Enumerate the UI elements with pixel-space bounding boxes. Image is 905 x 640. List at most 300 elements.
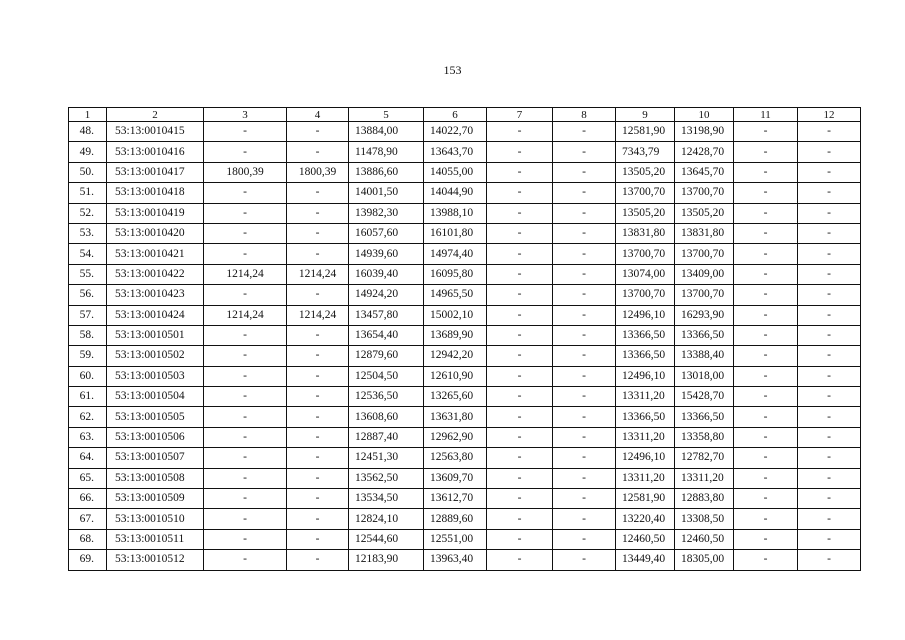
value-cell: 13358,80 [675, 427, 734, 447]
value-cell: - [204, 407, 287, 427]
value-cell: - [553, 142, 616, 162]
value-cell: - [798, 142, 861, 162]
row-number-cell: 50. [69, 162, 107, 182]
table-row [69, 162, 861, 182]
row-number-cell: 53. [69, 223, 107, 243]
value-cell: 16101,80 [424, 223, 487, 243]
value-cell: - [734, 223, 798, 243]
value-cell: - [487, 285, 553, 305]
cadastral-number-cell: 53:13:0010509 [107, 489, 204, 509]
value-cell: 16057,60 [349, 223, 424, 243]
value-cell: 12496,10 [616, 366, 675, 386]
value-cell: 16039,40 [349, 264, 424, 284]
value-cell: - [798, 346, 861, 366]
value-cell: 12581,90 [616, 489, 675, 509]
table-row [69, 427, 861, 447]
value-cell: 12504,50 [349, 366, 424, 386]
table-row [69, 122, 861, 142]
value-cell: - [734, 509, 798, 529]
cadastral-number-cell: 53:13:0010507 [107, 448, 204, 468]
cadastral-number-cell: 53:13:0010505 [107, 407, 204, 427]
value-cell: - [487, 162, 553, 182]
value-cell: - [734, 183, 798, 203]
value-cell: 12889,60 [424, 509, 487, 529]
cadastral-number-cell: 53:13:0010512 [107, 550, 204, 570]
row-number-cell: 57. [69, 305, 107, 325]
value-cell: - [287, 529, 349, 549]
value-cell: - [287, 448, 349, 468]
value-cell: 12428,70 [675, 142, 734, 162]
value-cell: - [734, 366, 798, 386]
value-cell: 13645,70 [675, 162, 734, 182]
value-cell: 13608,60 [349, 407, 424, 427]
cadastral-number-cell: 53:13:0010422 [107, 264, 204, 284]
value-cell: - [734, 468, 798, 488]
column-header: 11 [734, 108, 798, 122]
value-cell: 13388,40 [675, 346, 734, 366]
value-cell: 12496,10 [616, 305, 675, 325]
value-cell: - [204, 244, 287, 264]
table-row [69, 387, 861, 407]
value-cell: - [734, 550, 798, 570]
value-cell: - [487, 183, 553, 203]
value-cell: - [204, 142, 287, 162]
value-cell: - [734, 203, 798, 223]
row-number-cell: 48. [69, 122, 107, 142]
value-cell: - [487, 142, 553, 162]
value-cell: 13700,70 [616, 244, 675, 264]
value-cell: - [204, 427, 287, 447]
cadastral-number-cell: 53:13:0010506 [107, 427, 204, 447]
value-cell: - [287, 550, 349, 570]
cadastral-number-cell: 53:13:0010420 [107, 223, 204, 243]
value-cell: - [798, 366, 861, 386]
value-cell: - [287, 387, 349, 407]
value-cell: 12883,80 [675, 489, 734, 509]
cadastral-number-cell: 53:13:0010424 [107, 305, 204, 325]
cadastral-number-cell: 53:13:0010504 [107, 387, 204, 407]
value-cell: 13631,80 [424, 407, 487, 427]
value-cell: - [287, 244, 349, 264]
value-cell: 13366,50 [675, 407, 734, 427]
value-cell: - [553, 223, 616, 243]
column-header: 5 [349, 108, 424, 122]
value-cell: - [734, 387, 798, 407]
table-row [69, 325, 861, 345]
value-cell: 13311,20 [616, 387, 675, 407]
value-cell: 13700,70 [616, 183, 675, 203]
value-cell: 14939,60 [349, 244, 424, 264]
value-cell: - [798, 529, 861, 549]
cadastral-number-cell: 53:13:0010508 [107, 468, 204, 488]
table-row [69, 509, 861, 529]
value-cell: - [553, 325, 616, 345]
value-cell: - [204, 387, 287, 407]
value-cell: 13505,20 [616, 203, 675, 223]
cadastral-number-cell: 53:13:0010502 [107, 346, 204, 366]
value-cell: 12563,80 [424, 448, 487, 468]
value-cell: - [798, 305, 861, 325]
value-cell: - [287, 489, 349, 509]
value-cell: - [798, 325, 861, 345]
value-cell: - [553, 509, 616, 529]
value-cell: 12183,90 [349, 550, 424, 570]
value-cell: 12879,60 [349, 346, 424, 366]
value-cell: - [798, 203, 861, 223]
value-cell: - [553, 550, 616, 570]
value-cell: - [487, 223, 553, 243]
value-cell: - [287, 223, 349, 243]
table-row [69, 346, 861, 366]
table-row [69, 550, 861, 570]
cadastral-number-cell: 53:13:0010423 [107, 285, 204, 305]
value-cell: - [798, 285, 861, 305]
value-cell: - [553, 448, 616, 468]
value-cell: 14055,00 [424, 162, 487, 182]
value-cell: - [487, 407, 553, 427]
value-cell: 13609,70 [424, 468, 487, 488]
value-cell: - [553, 162, 616, 182]
value-cell: - [204, 285, 287, 305]
value-cell: 13505,20 [616, 162, 675, 182]
value-cell: - [798, 407, 861, 427]
cadastral-number-cell: 53:13:0010421 [107, 244, 204, 264]
value-cell: - [287, 468, 349, 488]
value-cell: - [204, 529, 287, 549]
value-cell: - [287, 407, 349, 427]
row-number-cell: 52. [69, 203, 107, 223]
value-cell: - [798, 183, 861, 203]
value-cell: - [798, 550, 861, 570]
value-cell: 14044,90 [424, 183, 487, 203]
cadastral-number-cell: 53:13:0010510 [107, 509, 204, 529]
value-cell: 12782,70 [675, 448, 734, 468]
row-number-cell: 54. [69, 244, 107, 264]
value-cell: 13018,00 [675, 366, 734, 386]
table-row [69, 285, 861, 305]
cadastral-number-cell: 53:13:0010416 [107, 142, 204, 162]
value-cell: - [287, 346, 349, 366]
value-cell: 13700,70 [675, 244, 734, 264]
value-cell: 13449,40 [616, 550, 675, 570]
value-cell: 14974,40 [424, 244, 487, 264]
row-number-cell: 51. [69, 183, 107, 203]
value-cell: 13886,60 [349, 162, 424, 182]
table-row [69, 448, 861, 468]
table-row [69, 223, 861, 243]
table-body [69, 122, 861, 571]
value-cell: - [798, 448, 861, 468]
value-cell: - [734, 285, 798, 305]
value-cell: - [204, 183, 287, 203]
value-cell: - [553, 285, 616, 305]
value-cell: - [734, 122, 798, 142]
value-cell: - [287, 509, 349, 529]
table-row [69, 305, 861, 325]
column-header: 4 [287, 108, 349, 122]
value-cell: - [734, 427, 798, 447]
value-cell: 13643,70 [424, 142, 487, 162]
value-cell: - [798, 122, 861, 142]
value-cell: - [487, 305, 553, 325]
table-row [69, 264, 861, 284]
value-cell: 13366,50 [616, 346, 675, 366]
value-cell: 1214,24 [287, 264, 349, 284]
value-cell: 13700,70 [675, 285, 734, 305]
value-cell: 13457,80 [349, 305, 424, 325]
value-cell: - [487, 346, 553, 366]
value-cell: - [487, 468, 553, 488]
column-header: 2 [107, 108, 204, 122]
value-cell: - [734, 489, 798, 509]
value-cell: - [798, 427, 861, 447]
row-number-cell: 67. [69, 509, 107, 529]
value-cell: - [798, 387, 861, 407]
value-cell: - [204, 468, 287, 488]
value-cell: - [204, 550, 287, 570]
value-cell: 18305,00 [675, 550, 734, 570]
value-cell: - [204, 448, 287, 468]
value-cell: - [204, 346, 287, 366]
value-cell: 13562,50 [349, 468, 424, 488]
value-cell: - [553, 244, 616, 264]
table-row [69, 468, 861, 488]
value-cell: - [204, 203, 287, 223]
value-cell: - [734, 142, 798, 162]
value-cell: 13198,90 [675, 122, 734, 142]
value-cell: - [798, 468, 861, 488]
value-cell: 13884,00 [349, 122, 424, 142]
value-cell: - [204, 509, 287, 529]
value-cell: - [553, 489, 616, 509]
value-cell: - [487, 509, 553, 529]
value-cell: 12551,00 [424, 529, 487, 549]
value-cell: - [553, 366, 616, 386]
value-cell: - [287, 122, 349, 142]
value-cell: - [553, 264, 616, 284]
table-row [69, 183, 861, 203]
value-cell: - [553, 529, 616, 549]
value-cell: - [287, 203, 349, 223]
column-header: 3 [204, 108, 287, 122]
value-cell: 12962,90 [424, 427, 487, 447]
value-cell: - [487, 122, 553, 142]
table-row [69, 407, 861, 427]
value-cell: 13311,20 [675, 468, 734, 488]
table-header-row [69, 108, 861, 122]
cadastral-number-cell: 53:13:0010511 [107, 529, 204, 549]
value-cell: - [204, 489, 287, 509]
value-cell: 12496,10 [616, 448, 675, 468]
data-table [68, 107, 861, 571]
value-cell: - [487, 550, 553, 570]
cadastral-number-cell: 53:13:0010503 [107, 366, 204, 386]
value-cell: 12610,90 [424, 366, 487, 386]
value-cell: - [734, 529, 798, 549]
value-cell: - [553, 122, 616, 142]
value-cell: 13409,00 [675, 264, 734, 284]
value-cell: 1214,24 [287, 305, 349, 325]
cadastral-number-cell: 53:13:0010501 [107, 325, 204, 345]
value-cell: - [798, 162, 861, 182]
value-cell: 12942,20 [424, 346, 487, 366]
value-cell: 12544,60 [349, 529, 424, 549]
value-cell: 13366,50 [616, 325, 675, 345]
value-cell: - [487, 244, 553, 264]
cadastral-number-cell: 53:13:0010415 [107, 122, 204, 142]
value-cell: - [204, 122, 287, 142]
value-cell: - [553, 183, 616, 203]
value-cell: - [798, 489, 861, 509]
value-cell: - [798, 509, 861, 529]
value-cell: 13074,00 [616, 264, 675, 284]
value-cell: - [734, 305, 798, 325]
row-number-cell: 62. [69, 407, 107, 427]
value-cell: - [798, 244, 861, 264]
row-number-cell: 66. [69, 489, 107, 509]
value-cell: 12581,90 [616, 122, 675, 142]
value-cell: - [204, 366, 287, 386]
value-cell: - [487, 387, 553, 407]
value-cell: 13689,90 [424, 325, 487, 345]
value-cell: - [734, 407, 798, 427]
value-cell: - [734, 448, 798, 468]
cadastral-number-cell: 53:13:0010417 [107, 162, 204, 182]
value-cell: - [287, 325, 349, 345]
value-cell: - [287, 183, 349, 203]
column-header: 7 [487, 108, 553, 122]
cadastral-number-cell: 53:13:0010419 [107, 203, 204, 223]
value-cell: 14924,20 [349, 285, 424, 305]
value-cell: 7343,79 [616, 142, 675, 162]
row-number-cell: 49. [69, 142, 107, 162]
value-cell: 13831,80 [675, 223, 734, 243]
value-cell: - [553, 407, 616, 427]
value-cell: 13963,40 [424, 550, 487, 570]
value-cell: - [204, 325, 287, 345]
value-cell: 11478,90 [349, 142, 424, 162]
value-cell: - [287, 285, 349, 305]
page-number: 153 [443, 63, 462, 77]
row-number-cell: 56. [69, 285, 107, 305]
value-cell: 12451,30 [349, 448, 424, 468]
value-cell: - [553, 427, 616, 447]
value-cell: 13700,70 [616, 285, 675, 305]
value-cell: 12824,10 [349, 509, 424, 529]
row-number-cell: 63. [69, 427, 107, 447]
value-cell: 14965,50 [424, 285, 487, 305]
value-cell: - [487, 366, 553, 386]
value-cell: - [487, 448, 553, 468]
value-cell: 1800,39 [287, 162, 349, 182]
value-cell: - [553, 203, 616, 223]
row-number-cell: 68. [69, 529, 107, 549]
value-cell: - [204, 223, 287, 243]
value-cell: - [553, 468, 616, 488]
table-row [69, 244, 861, 264]
column-header: 1 [69, 108, 107, 122]
value-cell: 14001,50 [349, 183, 424, 203]
value-cell: 12887,40 [349, 427, 424, 447]
row-number-cell: 64. [69, 448, 107, 468]
table-row [69, 366, 861, 386]
value-cell: 12536,50 [349, 387, 424, 407]
value-cell: 15428,70 [675, 387, 734, 407]
value-cell: 13366,50 [675, 325, 734, 345]
row-number-cell: 61. [69, 387, 107, 407]
value-cell: 1214,24 [204, 305, 287, 325]
value-cell: 13308,50 [675, 509, 734, 529]
table-row [69, 529, 861, 549]
column-header: 10 [675, 108, 734, 122]
value-cell: 14022,70 [424, 122, 487, 142]
row-number-cell: 55. [69, 264, 107, 284]
value-cell: - [487, 203, 553, 223]
value-cell: 13700,70 [675, 183, 734, 203]
value-cell: 13612,70 [424, 489, 487, 509]
value-cell: - [487, 325, 553, 345]
value-cell: - [287, 142, 349, 162]
row-number-cell: 65. [69, 468, 107, 488]
value-cell: 13505,20 [675, 203, 734, 223]
value-cell: 1800,39 [204, 162, 287, 182]
value-cell: 13311,20 [616, 468, 675, 488]
column-header: 6 [424, 108, 487, 122]
value-cell: 16293,90 [675, 305, 734, 325]
value-cell: 13654,40 [349, 325, 424, 345]
value-cell: - [487, 529, 553, 549]
value-cell: - [487, 264, 553, 284]
value-cell: - [487, 427, 553, 447]
value-cell: 12460,50 [675, 529, 734, 549]
column-header: 8 [553, 108, 616, 122]
value-cell: 16095,80 [424, 264, 487, 284]
value-cell: - [734, 244, 798, 264]
value-cell: - [553, 305, 616, 325]
cadastral-number-cell: 53:13:0010418 [107, 183, 204, 203]
table-row [69, 489, 861, 509]
value-cell: - [487, 489, 553, 509]
value-cell: 13220,40 [616, 509, 675, 529]
value-cell: 13366,50 [616, 407, 675, 427]
value-cell: 13534,50 [349, 489, 424, 509]
value-cell: - [287, 366, 349, 386]
value-cell: - [553, 346, 616, 366]
value-cell: - [553, 387, 616, 407]
column-header: 12 [798, 108, 861, 122]
value-cell: 15002,10 [424, 305, 487, 325]
value-cell: - [734, 264, 798, 284]
value-cell: 13988,10 [424, 203, 487, 223]
value-cell: 13982,30 [349, 203, 424, 223]
value-cell: - [287, 427, 349, 447]
row-number-cell: 60. [69, 366, 107, 386]
value-cell: - [734, 162, 798, 182]
value-cell: - [798, 223, 861, 243]
value-cell: - [734, 346, 798, 366]
value-cell: 13311,20 [616, 427, 675, 447]
row-number-cell: 59. [69, 346, 107, 366]
column-header: 9 [616, 108, 675, 122]
row-number-cell: 69. [69, 550, 107, 570]
value-cell: - [798, 264, 861, 284]
value-cell: 13265,60 [424, 387, 487, 407]
value-cell: 1214,24 [204, 264, 287, 284]
row-number-cell: 58. [69, 325, 107, 345]
table-row [69, 142, 861, 162]
value-cell: 12460,50 [616, 529, 675, 549]
table-row [69, 203, 861, 223]
